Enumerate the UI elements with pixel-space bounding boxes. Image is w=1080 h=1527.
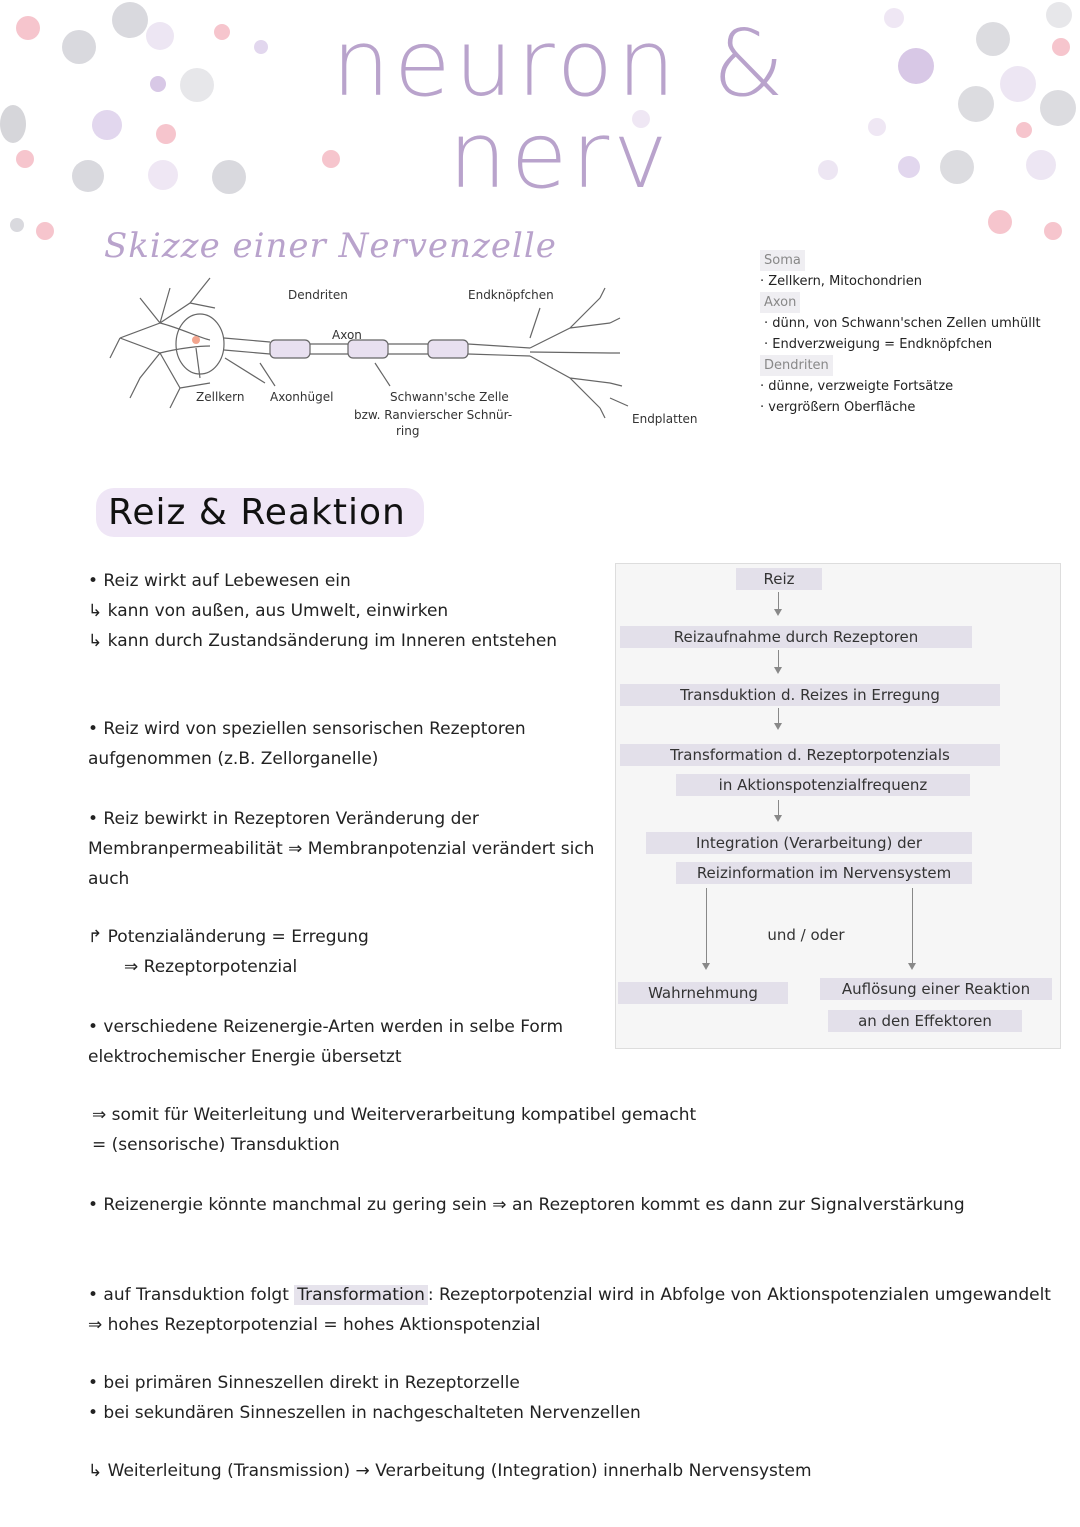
flowchart bbox=[615, 563, 1061, 1049]
note-dend-2: · vergrößern Oberfläche bbox=[760, 400, 916, 415]
note-axon-heading: Axon bbox=[760, 292, 800, 313]
text-p7-highlight: Transformation bbox=[294, 1285, 428, 1305]
flow-arrow-5 bbox=[706, 888, 707, 968]
text-block-8 bbox=[88, 1368, 1048, 1428]
flow-arrow-6 bbox=[912, 888, 913, 968]
flow-arrow-1 bbox=[778, 592, 779, 614]
flow-transformation-2: in Aktionspotenzialfrequenz bbox=[676, 774, 970, 796]
note-dend-1: · dünne, verzweigte Fortsätze bbox=[760, 379, 954, 394]
label-zellkern: Zellkern bbox=[196, 390, 245, 404]
flow-transduktion: Transduktion d. Reizes in Erregung bbox=[620, 684, 1000, 706]
flow-undoder: und / oder bbox=[767, 926, 845, 944]
text-p6: • Reizenergie könnte manchmal zu gering sein ⇒ an Rezeptoren kommt es dann zur Signalverstärkung bbox=[88, 1195, 965, 1215]
flow-arrow-3 bbox=[778, 708, 779, 728]
note-axon-2: · Endverzweigung = Endknöpfchen bbox=[764, 337, 993, 352]
label-axon: Axon bbox=[332, 328, 362, 342]
sketch-heading: Skizze einer Nervenzelle bbox=[104, 226, 557, 266]
text-p7-pre: • auf Transduktion folgt bbox=[88, 1285, 295, 1305]
flow-aufloesung-2: an den Effektoren bbox=[828, 1010, 1022, 1032]
text-p4a: ↱ Potenzialänderung = Erregung bbox=[88, 927, 369, 947]
flow-aufloesung-1: Auflösung einer Reaktion bbox=[820, 978, 1052, 1000]
label-endplatten: Endplatten bbox=[632, 412, 698, 426]
text-p7 bbox=[88, 1280, 1058, 1340]
text-p10: ↳ Weiterleitung (Transmission) → Verarbeitung (Integration) innerhalb Nervensystem bbox=[88, 1461, 812, 1481]
flow-integration-2: Reizinformation im Nervensystem bbox=[676, 862, 972, 884]
text-p5b: = (sensorische) Transduktion bbox=[92, 1135, 340, 1155]
flow-arrow-2 bbox=[778, 650, 779, 672]
text-p1: • Reiz wirkt auf Lebewesen ein bbox=[88, 571, 351, 591]
text-p3: • Reiz bewirkt in Rezeptoren Veränderung der Membranpermeabilität ⇒ Membranpotenzial verändert sich auch bbox=[88, 809, 595, 889]
note-soma-1: · Zellkern, Mitochondrien bbox=[760, 274, 922, 289]
label-endknoepfchen: Endknöpfchen bbox=[468, 288, 554, 302]
label-dendriten: Dendriten bbox=[288, 288, 348, 302]
label-ranvier-2: ring bbox=[396, 424, 420, 438]
note-axon-1: · dünn, von Schwann'schen Zellen umhüllt bbox=[764, 316, 1041, 331]
text-p9: • bei sekundären Sinneszellen in nachgeschalteten Nervenzellen bbox=[88, 1403, 641, 1423]
flow-transformation-1: Transformation d. Rezeptorpotenzials bbox=[620, 744, 1000, 766]
neuron-notes bbox=[760, 250, 1060, 418]
flow-wahrnehmung: Wahrnehmung bbox=[618, 982, 788, 1004]
text-block-5 bbox=[92, 1100, 1052, 1160]
neuron-diagram bbox=[100, 268, 740, 458]
text-p5: • verschiedene Reizenergie-Arten werden in selbe Form elektrochemischer Energie übersetzt bbox=[88, 1017, 564, 1067]
flow-aufnahme: Reizaufnahme durch Rezeptoren bbox=[620, 626, 972, 648]
label-axonhuegel: Axonhügel bbox=[270, 390, 334, 404]
text-p2: • Reiz wird von speziellen sensorischen Rezeptoren aufgenommen (z.B. Zellorganelle) bbox=[88, 719, 526, 769]
flow-reiz: Reiz bbox=[736, 568, 822, 590]
label-ranvier: bzw. Ranvierscher Schnür- bbox=[354, 408, 513, 422]
text-p1a: ↳ kann von außen, aus Umwelt, einwirken bbox=[88, 601, 449, 621]
text-block-4 bbox=[88, 922, 588, 982]
text-p8: • bei primären Sinneszellen direkt in Rezeptorzelle bbox=[88, 1373, 520, 1393]
flow-integration-1: Integration (Verarbeitung) der bbox=[646, 832, 972, 854]
text-p1b: ↳ kann durch Zustandsänderung im Inneren entstehen bbox=[88, 631, 558, 651]
page-title: neuron & nerv bbox=[331, 10, 789, 209]
section-heading-reiz: Reiz & Reaktion bbox=[96, 488, 424, 537]
flow-arrow-4 bbox=[778, 800, 779, 820]
text-p7-post: : Rezeptorpotenzial wird in Abfolge von Aktionspotenzialen umgewandelt ⇒ hohes Rezeptorpotenzial = hohes Aktionspotenzial bbox=[88, 1285, 1051, 1335]
note-soma-heading: Soma bbox=[760, 250, 805, 271]
text-p5a: ⇒ somit für Weiterleitung und Weiterverarbeitung kompatibel gemacht bbox=[92, 1105, 697, 1125]
text-p4b: ⇒ Rezeptorpotenzial bbox=[124, 957, 298, 977]
neuron-sketch bbox=[100, 268, 740, 458]
text-block-1 bbox=[88, 566, 598, 656]
label-schwann: Schwann'sche Zelle bbox=[390, 390, 509, 404]
note-dend-heading: Dendriten bbox=[760, 355, 833, 376]
